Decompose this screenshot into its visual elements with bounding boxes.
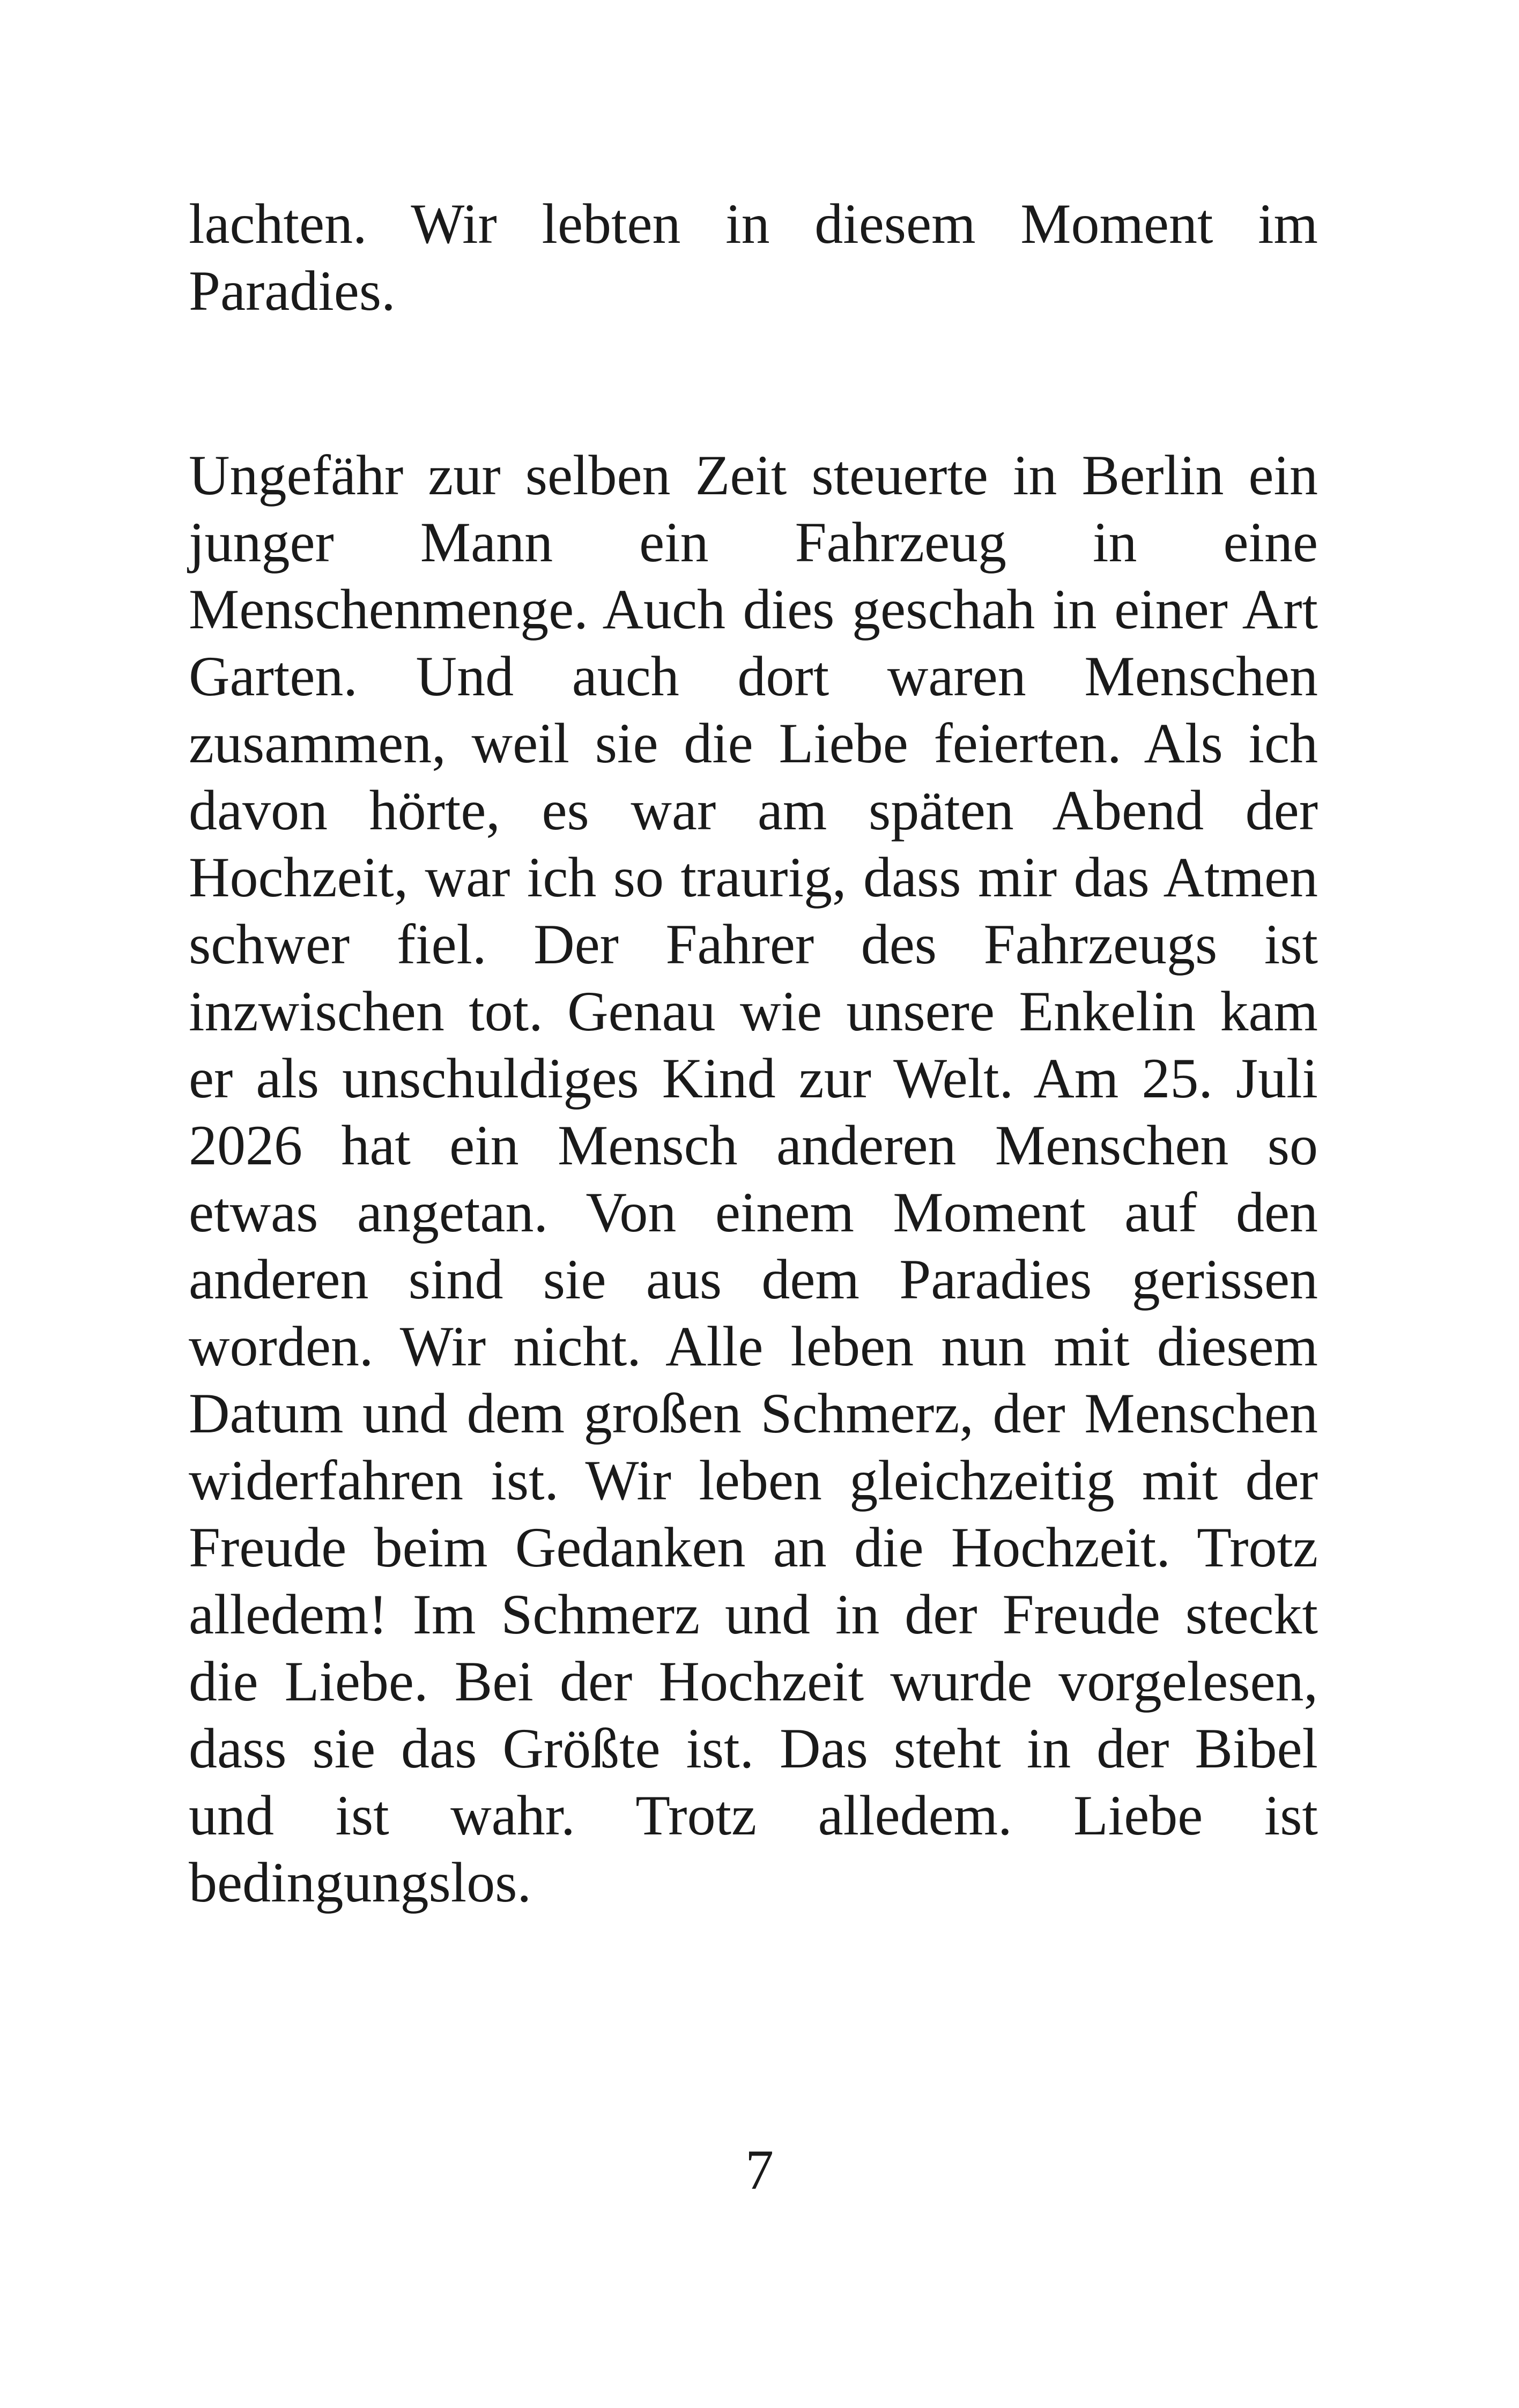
text-line: alledem! Im Schmerz und in der Freude steckt — [189, 1583, 1318, 1646]
text-line: Hochzeit, war ich so traurig, dass mir das Atmen — [189, 846, 1318, 909]
text-line: Menschenmenge. Auch dies geschah in einer Art — [189, 578, 1318, 641]
text-line: junger Mann ein Fahrzeug in eine — [189, 511, 1318, 574]
text-line: widerfahren ist. Wir leben gleichzeitig mit der — [189, 1449, 1318, 1512]
text-line: die Liebe. Bei der Hochzeit wurde vorgelesen, — [189, 1650, 1318, 1713]
text-line: davon hörte, es war am späten Abend der — [189, 779, 1318, 842]
text-line: er als unschuldiges Kind zur Welt. Am 25. Juli — [189, 1047, 1318, 1110]
text-line: worden. Wir nicht. Alle leben nun mit diesem — [189, 1315, 1318, 1378]
text-line: inzwischen tot. Genau wie unsere Enkelin kam — [189, 980, 1318, 1043]
text-line: Paradies. — [189, 259, 396, 322]
text-line: etwas angetan. Von einem Moment auf den — [189, 1181, 1318, 1244]
text-line: zusammen, weil sie die Liebe feierten. Als ich — [189, 712, 1318, 775]
text-line: 2026 hat ein Mensch anderen Menschen so — [189, 1114, 1318, 1177]
text-line: Ungefähr zur selben Zeit steuerte in Berlin ein — [189, 444, 1318, 507]
text-line: und ist wahr. Trotz alledem. Liebe ist — [189, 1784, 1318, 1847]
text-line: dass sie das Größte ist. Das steht in der Bibel — [189, 1717, 1318, 1780]
text-line: Garten. Und auch dort waren Menschen — [189, 645, 1318, 708]
page-number: 7 — [745, 2138, 774, 2201]
text-line: Freude beim Gedanken an die Hochzeit. Trotz — [189, 1516, 1318, 1579]
text-line: anderen sind sie aus dem Paradies gerissen — [189, 1248, 1318, 1311]
text-line: lachten. Wir lebten in diesem Moment im — [189, 192, 1318, 255]
paragraph-1 — [189, 190, 1318, 324]
paragraph-2 — [189, 442, 1318, 1916]
text-line: Datum und dem großen Schmerz, der Menschen — [189, 1382, 1318, 1445]
text-line: schwer fiel. Der Fahrer des Fahrzeugs ist — [189, 913, 1318, 976]
text-line: bedingungslos. — [189, 1851, 531, 1914]
